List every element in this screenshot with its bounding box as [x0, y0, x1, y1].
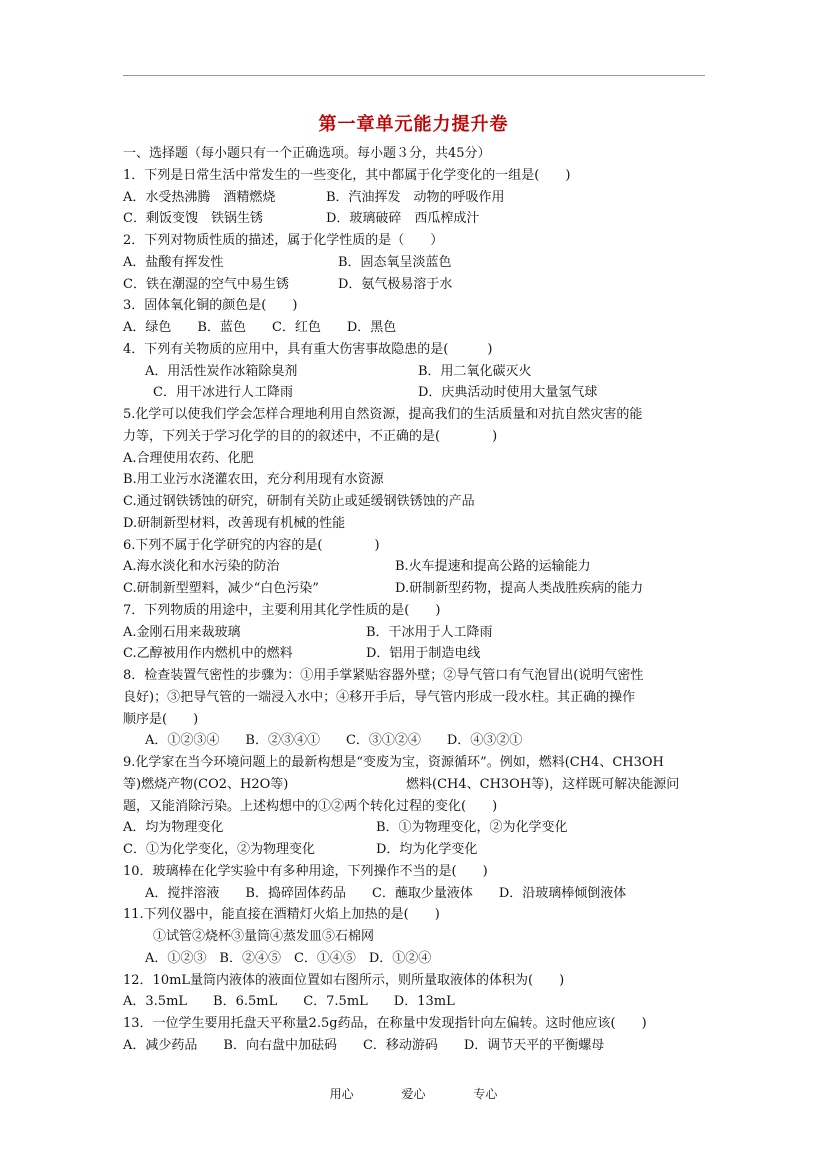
q8-stem-line3: 顺序是( ) — [123, 711, 199, 727]
q4-option-c: C．用干冰进行人工降雨 — [153, 385, 293, 401]
q9-stem-line2a: 等)燃烧产物(CO2、H2O等) — [123, 776, 289, 792]
q9-option-c: C．①为化学变化，②为物理变化 — [123, 842, 315, 857]
page-title: 第一章单元能力提升卷 — [318, 114, 509, 135]
q9-stem-line1: 9.化学家在当今环境问题上的最新构想是“变废为宝，资源循环”。例如，燃料(CH4、CH3OH — [123, 755, 664, 770]
q3-options: A．绿色 B．蓝色 C．红色 D．黑色 — [123, 320, 397, 335]
q12-options: A．3.5mL B．6.5mL C．7.5mL D．13mL — [123, 994, 455, 1010]
q8-options: A．①②③④ B．②③④① C．③①②④ D．④③②① — [145, 733, 523, 749]
page-footer — [0, 1085, 827, 1102]
q1-option-b: B．汽油挥发 动物的呼吸作用 — [326, 189, 505, 205]
q8-stem-line1: 8．检查装置气密性的步骤为：①用手掌紧贴容器外壁；②导气管口有气泡冒出(说明气密性 — [123, 668, 644, 683]
q6-option-d: D.研制新型药物，提高人类战胜疾病的能力 — [395, 581, 644, 596]
q10-options: A．搅拌溶液 B．捣碎固体药品 C．蘸取少量液体 D．沿玻璃棒倾倒液体 — [145, 885, 627, 901]
footer-text-1: 用心 — [329, 1087, 354, 1101]
q5-option-b: B.用工业污水浇灌农田，充分利用现有水资源 — [123, 472, 384, 488]
q5-stem-line1: 5.化学可以使我们学会怎样合理地利用自然资源，提高我们的生活质量和对抗自然灾害的能 — [123, 407, 643, 422]
q5-option-c: C.通过钢铁锈蚀的研究，研制有关防止或延缓钢铁锈蚀的产品 — [123, 494, 475, 509]
q9-stem-line2b: 燃料(CH4、CH3OH等)，这样既可解决能源问 — [406, 776, 680, 792]
q7-stem: 7．下列物质的用途中，主要利用其化学性质的是( ) — [123, 602, 441, 618]
q2-option-c: C．铁在潮湿的空气中易生锈 — [123, 276, 289, 292]
q5-option-d: D.研制新型材料，改善现有机械的性能 — [123, 515, 346, 531]
q1-option-c: C．剩饭变馊 铁锅生锈 — [123, 211, 263, 227]
q9-option-a: A．均为物理变化 — [123, 820, 224, 836]
q4-option-b: B．用二氧化碳灭火 — [418, 363, 532, 379]
footer-text-3: 专心 — [473, 1087, 498, 1101]
q4-option-d: D．庆典活动时使用大量氢气球 — [418, 385, 598, 401]
q2-option-b: B．固态氧呈淡蓝色 — [338, 254, 452, 270]
q10-stem: 10．玻璃棒在化学实验中有多种用途，下列操作不当的是( ) — [123, 863, 488, 879]
q2-option-d: D．氨气极易溶于水 — [338, 276, 453, 292]
q7-option-c: C.乙醇被用作内燃机中的燃料 — [123, 646, 293, 662]
q11-stem: 11.下列仪器中，能直接在酒精灯火焰上加热的是( ) — [123, 907, 440, 923]
q1-option-a: A．水受热沸腾 酒精燃烧 — [123, 189, 276, 205]
q8-stem-line2: 良好)；③把导气管的一端浸入水中；④移开手后，导气管内形成一段水柱。其正确的操作 — [123, 689, 636, 705]
q6-option-b: B.火车提速和提高公路的运输能力 — [395, 559, 591, 575]
q4-stem: 4．下列有关物质的应用中，具有重大伤害事故隐患的是( ) — [123, 341, 493, 357]
header-rule — [123, 75, 705, 76]
q13-options: A．减少药品 B．向右盘中加砝码 C．移动游码 D．调节天平的平衡螺母 — [123, 1037, 605, 1053]
q1-stem: 1．下列是日常生活中常发生的一些变化，其中都属于化学变化的一组是( ) — [123, 167, 571, 183]
q7-option-a: A.金刚石用来裁玻璃 — [123, 624, 241, 640]
q9-option-b: B．①为物理变化，②为化学变化 — [376, 820, 568, 836]
q12-stem: 12．10mL量筒内液体的液面位置如右图所示，则所量取液体的体积为( ) — [123, 972, 565, 988]
footer-text-2: 爱心 — [401, 1087, 426, 1101]
q4-option-a: A．用活性炭作冰箱除臭剂 — [145, 363, 298, 379]
q3-stem: 3．固体氧化铜的颜色是( ) — [123, 298, 298, 314]
q9-option-d: D．均为化学变化 — [376, 842, 478, 857]
q11-items: ①试管②烧杯③量筒④蒸发皿⑤石棉网 — [153, 929, 375, 944]
question-list — [123, 143, 713, 1057]
section-heading: 一、选择题（每小题只有一个正确选项。每小题３分，共45分） — [123, 146, 491, 161]
q5-option-a: A.合理使用农药、化肥 — [123, 450, 254, 466]
q7-option-d: D．铝用于制造电线 — [366, 646, 481, 662]
q13-stem: 13．一位学生要用托盘天平称量2.5g药品，在称量中发现指针向左偏转。这时他应该( ) — [123, 1016, 647, 1031]
q9-stem-line3: 题，又能消除污染。上述构想中的①②两个转化过程的变化( ) — [123, 798, 498, 814]
q2-option-a: A．盐酸有挥发性 — [123, 254, 224, 270]
q6-option-a: A.海水淡化和水污染的防治 — [123, 559, 280, 575]
q7-option-b: B．干冰用于人工降雨 — [366, 624, 493, 640]
q2-stem: 2．下列对物质性质的描述，属于化学性质的是（ ） — [123, 233, 444, 248]
q11-options: A．①②③ B．②④⑤ C．①④⑤ D．①②④ — [145, 950, 432, 966]
q6-option-c: C.研制新型塑料，减少“白色污染” — [123, 581, 319, 596]
q1-option-d: D．玻璃破碎 西瓜榨成汁 — [326, 211, 480, 227]
q6-stem: 6.下列不属于化学研究的内容的是( ) — [123, 537, 380, 553]
q5-stem-line2: 力等，下列关于学习化学的目的的叙述中，不正确的是( ) — [123, 428, 498, 444]
